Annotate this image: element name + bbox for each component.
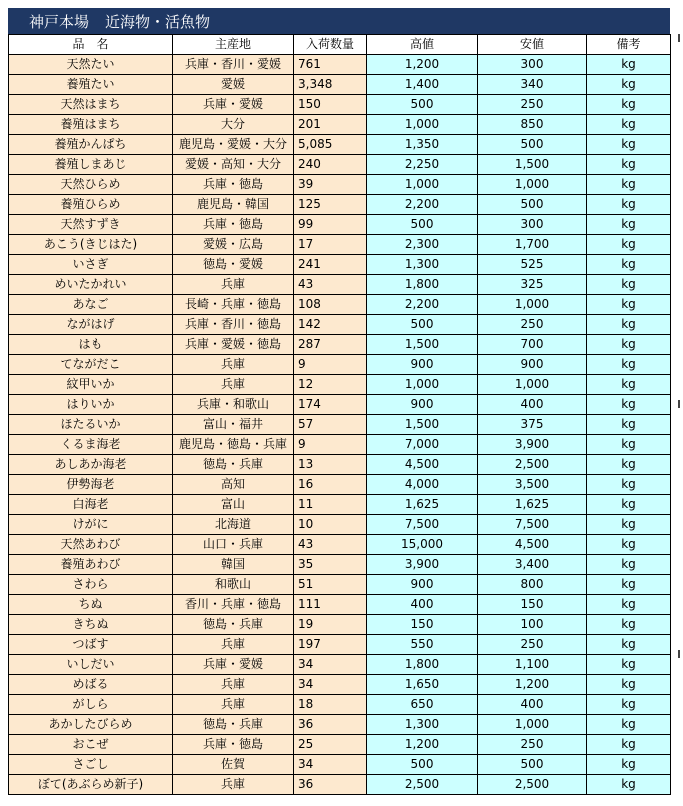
cell-high: 500 — [367, 95, 478, 115]
table-row — [9, 575, 671, 595]
cell-low: 250 — [478, 635, 587, 655]
cell-origin: 兵庫 — [173, 635, 294, 655]
cell-note: kg — [587, 115, 671, 135]
cell-high: 500 — [367, 215, 478, 235]
cell-high: 15,000 — [367, 535, 478, 555]
cell-name: さごし — [9, 755, 173, 775]
table-row — [9, 215, 671, 235]
cell-low: 500 — [478, 755, 587, 775]
cell-origin: 兵庫・香川・愛媛 — [173, 55, 294, 75]
header-row — [9, 35, 671, 55]
category-name: 近海物・活魚物 — [105, 13, 211, 31]
cell-high: 1,350 — [367, 135, 478, 155]
cell-high: 2,200 — [367, 195, 478, 215]
cell-name: 養殖しまあじ — [9, 155, 173, 175]
cell-low: 1,200 — [478, 675, 587, 695]
cell-note: kg — [587, 335, 671, 355]
cell-name: いさぎ — [9, 255, 173, 275]
cell-qty: 12 — [294, 375, 367, 395]
cell-low: 300 — [478, 215, 587, 235]
cell-high: 1,200 — [367, 735, 478, 755]
cell-origin: 富山 — [173, 495, 294, 515]
cell-qty: 34 — [294, 655, 367, 675]
cell-note: kg — [587, 695, 671, 715]
cell-name: ほたるいか — [9, 415, 173, 435]
market-name: 神戸本場 — [29, 13, 90, 31]
cell-low: 100 — [478, 615, 587, 635]
table-row — [9, 475, 671, 495]
cell-note: kg — [587, 95, 671, 115]
cell-name: 養殖ひらめ — [9, 195, 173, 215]
cell-high: 7,000 — [367, 435, 478, 455]
cell-high: 650 — [367, 695, 478, 715]
cell-high: 2,250 — [367, 155, 478, 175]
cell-qty: 34 — [294, 675, 367, 695]
header-note: 備考 — [587, 35, 671, 55]
cell-high: 4,000 — [367, 475, 478, 495]
cell-note: kg — [587, 515, 671, 535]
cell-low: 500 — [478, 195, 587, 215]
cell-high: 1,300 — [367, 715, 478, 735]
table-row — [9, 335, 671, 355]
table-row — [9, 555, 671, 575]
cell-note: kg — [587, 635, 671, 655]
cell-note: kg — [587, 775, 671, 795]
cell-qty: 174 — [294, 395, 367, 415]
cell-note: kg — [587, 555, 671, 575]
table-row — [9, 255, 671, 275]
page-edge-mark — [678, 34, 680, 42]
table-row — [9, 75, 671, 95]
cell-qty: 150 — [294, 95, 367, 115]
table-row — [9, 675, 671, 695]
cell-name: きちぬ — [9, 615, 173, 635]
cell-qty: 142 — [294, 315, 367, 335]
cell-qty: 36 — [294, 715, 367, 735]
cell-low: 375 — [478, 415, 587, 435]
cell-origin: 兵庫 — [173, 275, 294, 295]
cell-origin: 兵庫 — [173, 355, 294, 375]
cell-origin: 大分 — [173, 115, 294, 135]
cell-name: けがに — [9, 515, 173, 535]
cell-low: 1,625 — [478, 495, 587, 515]
table-row — [9, 355, 671, 375]
cell-note: kg — [587, 715, 671, 735]
cell-name: くるま海老 — [9, 435, 173, 455]
cell-origin: 山口・兵庫 — [173, 535, 294, 555]
cell-low: 1,000 — [478, 175, 587, 195]
cell-qty: 43 — [294, 535, 367, 555]
table-row — [9, 55, 671, 75]
cell-low: 300 — [478, 55, 587, 75]
cell-high: 4,500 — [367, 455, 478, 475]
cell-note: kg — [587, 295, 671, 315]
cell-note: kg — [587, 195, 671, 215]
cell-origin: 韓国 — [173, 555, 294, 575]
cell-qty: 125 — [294, 195, 367, 215]
cell-high: 1,400 — [367, 75, 478, 95]
cell-name: おこぜ — [9, 735, 173, 755]
cell-origin: 兵庫 — [173, 775, 294, 795]
cell-qty: 36 — [294, 775, 367, 795]
cell-note: kg — [587, 55, 671, 75]
cell-note: kg — [587, 495, 671, 515]
cell-low: 900 — [478, 355, 587, 375]
cell-high: 1,800 — [367, 275, 478, 295]
table-row — [9, 235, 671, 255]
table-row — [9, 735, 671, 755]
cell-high: 1,000 — [367, 175, 478, 195]
cell-qty: 13 — [294, 455, 367, 475]
cell-name: 天然ひらめ — [9, 175, 173, 195]
cell-low: 400 — [478, 395, 587, 415]
page-edge-mark — [678, 400, 680, 408]
cell-low: 1,000 — [478, 295, 587, 315]
cell-low: 7,500 — [478, 515, 587, 535]
cell-origin: 和歌山 — [173, 575, 294, 595]
table-row — [9, 315, 671, 335]
cell-qty: 99 — [294, 215, 367, 235]
cell-note: kg — [587, 395, 671, 415]
cell-low: 500 — [478, 135, 587, 155]
cell-note: kg — [587, 355, 671, 375]
table-row — [9, 655, 671, 675]
cell-name: 天然あわび — [9, 535, 173, 555]
cell-name: 白海老 — [9, 495, 173, 515]
cell-note: kg — [587, 615, 671, 635]
cell-origin: 兵庫・香川・徳島 — [173, 315, 294, 335]
cell-qty: 197 — [294, 635, 367, 655]
cell-note: kg — [587, 535, 671, 555]
cell-origin: 兵庫・徳島 — [173, 175, 294, 195]
cell-low: 250 — [478, 315, 587, 335]
cell-note: kg — [587, 455, 671, 475]
cell-origin: 兵庫・愛媛・徳島 — [173, 335, 294, 355]
cell-origin: 兵庫・徳島 — [173, 735, 294, 755]
table-row — [9, 95, 671, 115]
cell-note: kg — [587, 575, 671, 595]
cell-low: 850 — [478, 115, 587, 135]
cell-qty: 57 — [294, 415, 367, 435]
table-row — [9, 115, 671, 135]
cell-high: 500 — [367, 315, 478, 335]
table-row — [9, 135, 671, 155]
table-row — [9, 175, 671, 195]
cell-name: いしだい — [9, 655, 173, 675]
cell-name: 紋甲いか — [9, 375, 173, 395]
cell-origin: 長崎・兵庫・徳島 — [173, 295, 294, 315]
cell-note: kg — [587, 435, 671, 455]
cell-origin: 北海道 — [173, 515, 294, 535]
cell-high: 900 — [367, 355, 478, 375]
cell-qty: 108 — [294, 295, 367, 315]
cell-high: 1,300 — [367, 255, 478, 275]
header-high: 高値 — [367, 35, 478, 55]
cell-low: 325 — [478, 275, 587, 295]
cell-name: 天然たい — [9, 55, 173, 75]
cell-name: つばす — [9, 635, 173, 655]
table-row — [9, 595, 671, 615]
cell-origin: 香川・兵庫・徳島 — [173, 595, 294, 615]
table-row — [9, 155, 671, 175]
cell-name: てながだこ — [9, 355, 173, 375]
cell-high: 2,500 — [367, 775, 478, 795]
cell-qty: 16 — [294, 475, 367, 495]
cell-origin: 兵庫・愛媛 — [173, 655, 294, 675]
cell-high: 3,900 — [367, 555, 478, 575]
cell-low: 1,500 — [478, 155, 587, 175]
cell-name: 養殖たい — [9, 75, 173, 95]
cell-low: 250 — [478, 95, 587, 115]
cell-high: 1,500 — [367, 335, 478, 355]
cell-low: 700 — [478, 335, 587, 355]
cell-high: 1,000 — [367, 375, 478, 395]
cell-origin: 兵庫 — [173, 695, 294, 715]
cell-origin: 富山・福井 — [173, 415, 294, 435]
cell-name: あしあか海老 — [9, 455, 173, 475]
cell-qty: 5,085 — [294, 135, 367, 155]
cell-low: 1,000 — [478, 375, 587, 395]
table-row — [9, 695, 671, 715]
cell-note: kg — [587, 655, 671, 675]
cell-name: 天然はまち — [9, 95, 173, 115]
table-row — [9, 615, 671, 635]
table-row — [9, 435, 671, 455]
price-sheet — [8, 8, 670, 795]
table-row — [9, 775, 671, 795]
cell-high: 7,500 — [367, 515, 478, 535]
cell-qty: 287 — [294, 335, 367, 355]
cell-low: 3,900 — [478, 435, 587, 455]
cell-origin: 愛媛・高知・大分 — [173, 155, 294, 175]
cell-origin: 兵庫 — [173, 375, 294, 395]
cell-high: 400 — [367, 595, 478, 615]
cell-high: 1,625 — [367, 495, 478, 515]
cell-origin: 兵庫・和歌山 — [173, 395, 294, 415]
table-row — [9, 455, 671, 475]
cell-note: kg — [587, 255, 671, 275]
cell-qty: 11 — [294, 495, 367, 515]
cell-origin: 鹿児島・韓国 — [173, 195, 294, 215]
cell-high: 1,000 — [367, 115, 478, 135]
cell-qty: 35 — [294, 555, 367, 575]
cell-low: 525 — [478, 255, 587, 275]
cell-note: kg — [587, 75, 671, 95]
cell-low: 4,500 — [478, 535, 587, 555]
cell-note: kg — [587, 155, 671, 175]
cell-note: kg — [587, 755, 671, 775]
cell-note: kg — [587, 375, 671, 395]
cell-qty: 241 — [294, 255, 367, 275]
cell-low: 3,400 — [478, 555, 587, 575]
cell-origin: 愛媛・広島 — [173, 235, 294, 255]
cell-note: kg — [587, 675, 671, 695]
cell-name: 養殖かんぱち — [9, 135, 173, 155]
cell-low: 2,500 — [478, 455, 587, 475]
table-row — [9, 295, 671, 315]
cell-name: あかしたびらめ — [9, 715, 173, 735]
cell-qty: 240 — [294, 155, 367, 175]
cell-high: 1,500 — [367, 415, 478, 435]
cell-name: 養殖あわび — [9, 555, 173, 575]
cell-qty: 19 — [294, 615, 367, 635]
page-edge-mark — [678, 650, 680, 658]
table-row — [9, 415, 671, 435]
cell-low: 400 — [478, 695, 587, 715]
cell-origin: 徳島・兵庫 — [173, 455, 294, 475]
header-qty: 入荷数量 — [294, 35, 367, 55]
cell-qty: 9 — [294, 435, 367, 455]
cell-qty: 761 — [294, 55, 367, 75]
cell-high: 2,200 — [367, 295, 478, 315]
cell-note: kg — [587, 315, 671, 335]
cell-qty: 51 — [294, 575, 367, 595]
cell-name: あこう(きじはた) — [9, 235, 173, 255]
table-row — [9, 395, 671, 415]
cell-low: 2,500 — [478, 775, 587, 795]
cell-high: 900 — [367, 575, 478, 595]
cell-high: 150 — [367, 615, 478, 635]
table-row — [9, 375, 671, 395]
cell-origin: 佐賀 — [173, 755, 294, 775]
cell-origin: 鹿児島・徳島・兵庫 — [173, 435, 294, 455]
cell-name: あなご — [9, 295, 173, 315]
cell-origin: 愛媛 — [173, 75, 294, 95]
header-low: 安値 — [478, 35, 587, 55]
cell-note: kg — [587, 735, 671, 755]
cell-qty: 18 — [294, 695, 367, 715]
table-row — [9, 195, 671, 215]
cell-name: はも — [9, 335, 173, 355]
table-row — [9, 635, 671, 655]
cell-name: 養殖はまち — [9, 115, 173, 135]
header-name: 品 名 — [9, 35, 173, 55]
header-origin: 主産地 — [173, 35, 294, 55]
cell-note: kg — [587, 215, 671, 235]
cell-origin: 徳島・兵庫 — [173, 715, 294, 735]
cell-qty: 10 — [294, 515, 367, 535]
cell-qty: 201 — [294, 115, 367, 135]
cell-note: kg — [587, 235, 671, 255]
cell-name: めいたかれい — [9, 275, 173, 295]
cell-low: 1,100 — [478, 655, 587, 675]
cell-qty: 3,348 — [294, 75, 367, 95]
cell-origin: 徳島・兵庫 — [173, 615, 294, 635]
cell-low: 1,000 — [478, 715, 587, 735]
cell-qty: 43 — [294, 275, 367, 295]
sheet-title — [8, 8, 670, 34]
table-row — [9, 755, 671, 775]
table-row — [9, 535, 671, 555]
cell-name: めばる — [9, 675, 173, 695]
cell-low: 1,700 — [478, 235, 587, 255]
cell-name: はりいか — [9, 395, 173, 415]
cell-high: 550 — [367, 635, 478, 655]
cell-name: がしら — [9, 695, 173, 715]
cell-qty: 17 — [294, 235, 367, 255]
cell-origin: 兵庫 — [173, 675, 294, 695]
cell-qty: 9 — [294, 355, 367, 375]
cell-note: kg — [587, 415, 671, 435]
table-row — [9, 515, 671, 535]
cell-note: kg — [587, 135, 671, 155]
cell-name: さわら — [9, 575, 173, 595]
cell-high: 500 — [367, 755, 478, 775]
cell-qty: 34 — [294, 755, 367, 775]
cell-note: kg — [587, 475, 671, 495]
cell-qty: 25 — [294, 735, 367, 755]
cell-name: 天然すずき — [9, 215, 173, 235]
cell-low: 150 — [478, 595, 587, 615]
cell-name: ちぬ — [9, 595, 173, 615]
price-table — [8, 34, 671, 795]
cell-origin: 兵庫・愛媛 — [173, 95, 294, 115]
cell-low: 250 — [478, 735, 587, 755]
table-row — [9, 715, 671, 735]
cell-high: 900 — [367, 395, 478, 415]
cell-name: ながはげ — [9, 315, 173, 335]
table-row — [9, 495, 671, 515]
cell-note: kg — [587, 595, 671, 615]
cell-high: 2,300 — [367, 235, 478, 255]
cell-high: 1,650 — [367, 675, 478, 695]
cell-origin: 鹿児島・愛媛・大分 — [173, 135, 294, 155]
cell-low: 800 — [478, 575, 587, 595]
cell-high: 1,800 — [367, 655, 478, 675]
cell-qty: 39 — [294, 175, 367, 195]
cell-origin: 徳島・愛媛 — [173, 255, 294, 275]
cell-name: 伊勢海老 — [9, 475, 173, 495]
cell-note: kg — [587, 175, 671, 195]
cell-low: 3,500 — [478, 475, 587, 495]
cell-qty: 111 — [294, 595, 367, 615]
table-row — [9, 275, 671, 295]
cell-name: ぼて(あぶらめ新子) — [9, 775, 173, 795]
cell-note: kg — [587, 275, 671, 295]
cell-low: 340 — [478, 75, 587, 95]
cell-origin: 兵庫・徳島 — [173, 215, 294, 235]
cell-high: 1,200 — [367, 55, 478, 75]
cell-origin: 高知 — [173, 475, 294, 495]
